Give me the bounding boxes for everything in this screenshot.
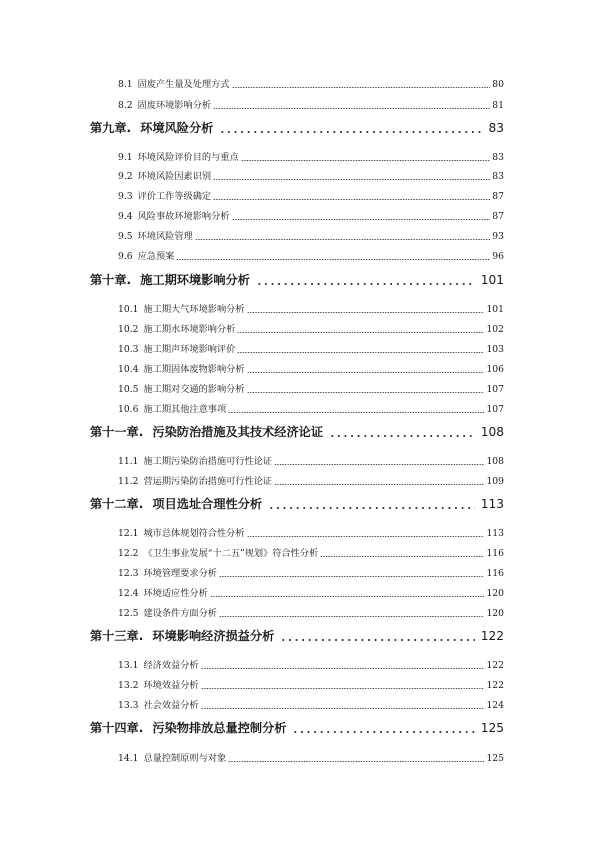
toc-dot-leader [256,283,475,285]
toc-entry-page-number: 122 [486,660,504,671]
toc-entry-number: 10.5 [118,384,139,395]
toc-entry-page-number: 106 [486,364,504,375]
toc-entry-title: 固废环境影响分析 [137,100,212,111]
toc-dot-leader [219,616,484,617]
toc-dot-leader [280,639,474,641]
toc-entry-page-number: 124 [486,700,504,711]
toc-section-entry[interactable] [118,188,504,202]
toc-entry-title: 施工期其他注意事项 [143,404,227,415]
toc-section-entry[interactable] [118,168,504,182]
toc-section-entry[interactable] [118,585,504,599]
toc-entry-title: 环境风险评价目的与重点 [137,152,239,163]
toc-dot-leader [201,668,485,669]
toc-entry-page-number: 109 [486,476,504,487]
toc-entry-number: 13.3 [118,700,139,711]
toc-entry-page-number: 125 [480,721,504,735]
toc-chapter-entry[interactable] [90,423,504,440]
toc-entry-page-number: 83 [488,121,504,135]
toc-section-entry[interactable] [118,545,504,559]
toc-entry-number: 12.1 [118,528,139,539]
toc-entry-title: 施工期水环境影响分析 [143,324,236,335]
toc-entry-title: 建设条件方面分析 [143,608,217,619]
toc-dot-leader [210,596,485,597]
toc-dot-leader [292,731,474,733]
toc-entry-number: 10.1 [118,304,139,315]
toc-dot-leader [237,332,484,333]
toc-section-entry[interactable] [118,605,504,619]
toc-section-entry[interactable] [118,697,504,711]
toc-entry-page-number: 87 [492,211,504,222]
toc-dot-leader [247,392,485,393]
toc-section-entry[interactable] [118,565,504,579]
toc-entry-title: 环境风险因素识别 [137,171,212,182]
toc-section-entry[interactable] [118,97,504,111]
toc-entry-number: 10.4 [118,364,139,375]
toc-entry-page-number: 108 [480,425,504,439]
toc-entry-number: 第十二章. [90,497,144,511]
toc-entry-number: 第十三章. [90,629,144,643]
toc-entry-number: 10.2 [118,324,139,335]
toc-entry-title: 项目选址合理性分析 [152,497,263,511]
toc-entry-page-number: 116 [486,568,504,579]
toc-section-entry[interactable] [118,677,504,691]
toc-entry-title: 施工期大气环境影响分析 [143,304,245,315]
toc-section-entry[interactable] [118,381,504,395]
toc-dot-leader [176,259,490,260]
toc-entry-number: 13.1 [118,660,139,671]
toc-chapter-entry[interactable] [90,495,504,512]
toc-entry-title: 环境风险分析 [140,121,214,135]
toc-entry-title: 环境适应性分析 [143,588,208,599]
toc-entry-page-number: 101 [480,273,504,287]
toc-entry-page-number: 113 [486,528,504,539]
toc-entry-number: 8.1 [118,79,133,90]
toc-entry-page-number: 113 [480,497,504,511]
toc-chapter-entry[interactable] [90,271,504,288]
toc-entry-page-number: 96 [492,251,504,262]
toc-entry-title: 环境管理要求分析 [143,568,217,579]
toc-section-entry[interactable] [118,76,504,90]
toc-entry-number: 12.2 [118,548,139,559]
toc-entry-title: 施工期环境影响分析 [140,273,250,287]
toc-entry-page-number: 101 [486,304,504,315]
toc-entry-page-number: 83 [492,171,504,182]
toc-entry-title: 社会效益分析 [143,700,199,711]
toc-entry-page-number: 103 [486,344,504,355]
toc-entry-title: 污染防治措施及其技术经济论证 [152,425,324,439]
toc-entry-number: 第十四章. [90,721,144,735]
toc-entry-page-number: 107 [486,384,504,395]
toc-entry-page-number: 125 [486,753,504,764]
toc-dot-leader [274,484,484,485]
toc-entry-number: 10.3 [118,344,139,355]
toc-section-entry[interactable] [118,525,504,539]
toc-entry-number: 9.3 [118,191,133,202]
toc-entry-number: 9.4 [118,211,133,222]
toc-entry-page-number: 107 [486,404,504,415]
toc-entry-number: 9.5 [118,231,133,242]
toc-entry-number: 8.2 [118,100,133,111]
toc-entry-title: 总量控制原则与对象 [143,753,227,764]
toc-section-entry[interactable] [118,208,504,222]
toc-entry-number: 12.5 [118,608,139,619]
toc-entry-title: 经济效益分析 [143,660,199,671]
toc-entry-page-number: 122 [486,680,504,691]
toc-section-entry[interactable] [118,149,504,163]
toc-entry-title: 评价工作等级确定 [137,191,212,202]
toc-entry-page-number: 83 [492,152,504,163]
toc-chapter-entry[interactable] [90,119,504,136]
toc-section-entry[interactable] [118,321,504,335]
toc-dot-leader [219,576,484,577]
toc-entry-title: 污染物排放总量控制分析 [152,721,287,735]
toc-entry-number: 14.1 [118,753,139,764]
toc-entry-page-number: 120 [486,608,504,619]
toc-entry-number: 12.4 [118,588,139,599]
toc-chapter-entry[interactable] [90,719,504,736]
toc-entry-number: 11.1 [118,456,139,467]
toc-dot-leader [232,219,491,220]
toc-dot-leader [219,131,482,133]
toc-entry-page-number: 122 [480,629,504,643]
toc-entry-page-number: 120 [486,588,504,599]
toc-entry-number: 9.2 [118,171,133,182]
toc-entry-title: 应急预案 [137,251,175,262]
toc-entry-page-number: 87 [492,191,504,202]
toc-entry-page-number: 102 [486,324,504,335]
toc-entry-number: 9.6 [118,251,133,262]
toc-entry-number: 第十章. [90,273,132,287]
toc-section-entry[interactable] [118,301,504,315]
toc-entry-title: 城市总体规划符合性分析 [143,528,245,539]
toc-dot-leader [247,312,485,313]
toc-dot-leader [241,160,491,161]
toc-entry-title: 施工期对交通的影响分析 [143,384,245,395]
toc-dot-leader [213,199,490,200]
toc-entry-title: 环境影响经济损益分析 [152,629,275,643]
toc-entry-number: 9.1 [118,152,133,163]
toc-dot-leader [320,556,484,557]
toc-dot-leader [213,108,490,109]
toc-entry-title: 施工期固体废物影响分析 [143,364,245,375]
toc-dot-leader [247,372,485,373]
toc-entry-title: 《卫生事业发展“十二五”规划》符合性分析 [143,548,319,559]
toc-section-entry[interactable] [118,750,504,764]
toc-entry-page-number: 93 [492,231,504,242]
toc-entry-title: 环境风险管理 [137,231,193,242]
toc-entry-page-number: 81 [492,100,504,111]
toc-entry-title: 固废产生量及处理方式 [137,79,230,90]
toc-section-entry[interactable] [118,341,504,355]
toc-entry-title: 施工期污染防治措施可行性论证 [143,456,273,467]
toc-dot-leader [213,179,490,180]
toc-section-entry[interactable] [118,473,504,487]
toc-entry-title: 施工期声环境影响评价 [143,344,236,355]
toc-entry-number: 第九章. [90,121,132,135]
toc-dot-leader [201,688,485,689]
toc-dot-leader [228,761,484,762]
toc-dot-leader [195,239,491,240]
toc-section-entry[interactable] [118,361,504,375]
toc-entry-number: 12.3 [118,568,139,579]
toc-section-entry[interactable] [118,657,504,671]
toc-dot-leader [329,435,475,437]
toc-entry-page-number: 116 [486,548,504,559]
toc-section-entry[interactable] [118,228,504,242]
toc-entry-number: 第十一章. [90,425,144,439]
toc-entry-number: 10.6 [118,404,139,415]
toc-dot-leader [201,708,485,709]
toc-entry-number: 13.2 [118,680,139,691]
toc-entry-title: 风险事故环境影响分析 [137,211,230,222]
toc-entry-page-number: 80 [492,79,504,90]
toc-entry-number: 11.2 [118,476,139,487]
toc-section-entry[interactable] [118,248,504,262]
toc-entry-title: 环境效益分析 [143,680,199,691]
toc-entry-page-number: 108 [486,456,504,467]
toc-dot-leader [237,352,484,353]
toc-entry-title: 营运期污染防治措施可行性论证 [143,476,273,487]
toc-dot-leader [268,507,475,509]
toc-section-entry[interactable] [118,401,504,415]
toc-dot-leader [247,536,485,537]
toc-section-entry[interactable] [118,453,504,467]
toc-dot-leader [232,87,491,88]
toc-dot-leader [228,412,484,413]
toc-chapter-entry[interactable] [90,627,504,644]
toc-dot-leader [274,464,484,465]
